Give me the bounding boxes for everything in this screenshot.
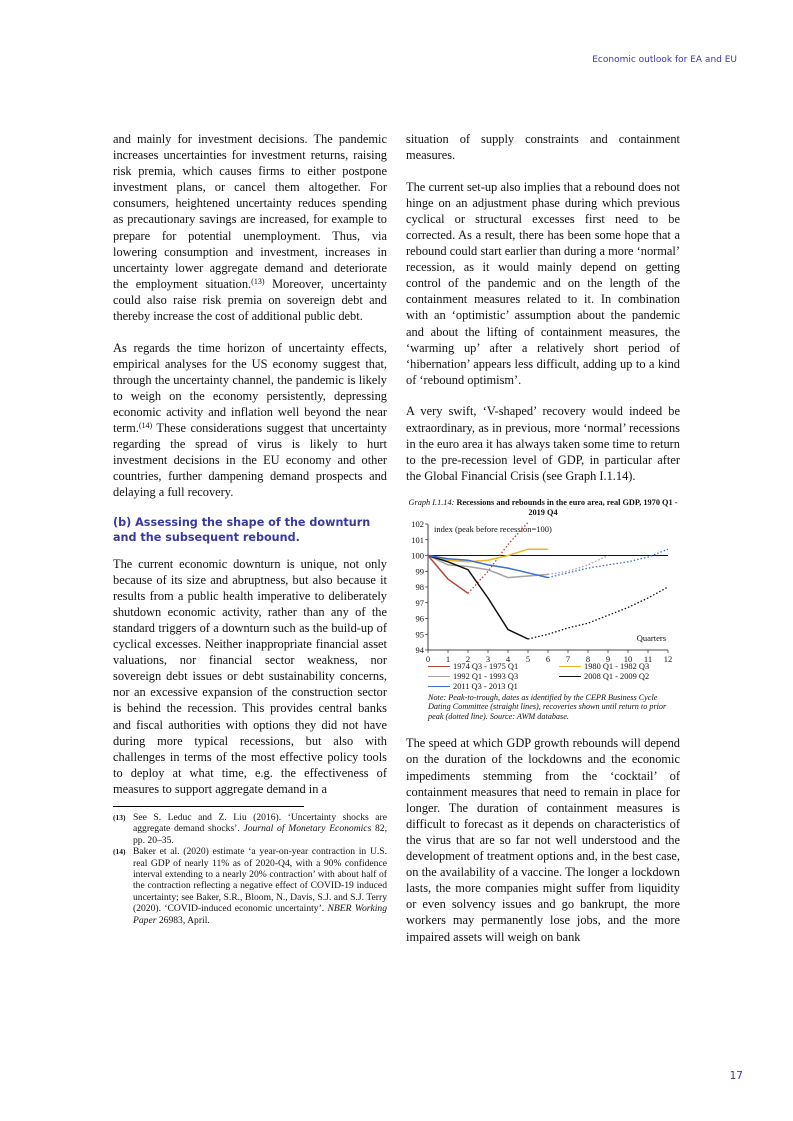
footnote-divider — [113, 806, 304, 807]
left-column — [113, 131, 387, 926]
x-tick-label: 11 — [643, 653, 653, 662]
x-tick-label: 1 — [445, 653, 451, 662]
footnote-journal: Journal of Monetary Economics — [243, 823, 372, 835]
paragraph: A very swift, ‘V-shaped’ recovery would indeed be extraordinary, as in previous, more ‘normal’ recessions in the euro area it has always taken some time to return to the pre-recession level of GDP, in particular after the Global Financial Crisis (see Graph I.1.14). — [406, 404, 680, 483]
paragraph — [113, 340, 387, 501]
y-tick-label: 95 — [415, 629, 424, 640]
footnote-ref[interactable]: (13) — [251, 276, 265, 286]
gdp-recession-chart — [406, 520, 680, 662]
legend-item — [559, 662, 680, 672]
footnote-text: 26983, April. — [156, 914, 210, 926]
x-tick-label: 6 — [545, 653, 551, 662]
x-tick-label: 5 — [525, 653, 531, 662]
y-tick-label: 102 — [411, 519, 424, 529]
graph-label: Graph I.1.14: — [408, 497, 455, 507]
footnote-text: 82, pp. 20–35. — [133, 823, 387, 846]
paragraph — [113, 131, 387, 324]
paragraph: situation of supply constraints and containment measures. — [406, 132, 680, 163]
series-line-peak-to-trough — [428, 555, 548, 577]
chart-note: Note: Peak-to-trough, dates as identified by the CEPR Business Cycle Dating Committee (straight lines), recoveries shown until return to prior peak (dotted line). Source: AWM database. — [428, 692, 667, 721]
paragraph-text: and mainly for investment decisions. The pandemic increases uncertainties for investment returns, raising risk premia, which causes firms to either postpone investment plans, or cancel them altogether. For consumers, heightened uncertainty reduces spending as precautionary savings are increased, for example to prepare for potential unemployment. Thus, via lowering consumption and investment, increases in uncertainty lower aggregate demand and deteriorate the employment situation. — [113, 132, 387, 291]
paragraph-text: Moreover, uncertainty could also raise risk premia on sovereign debt and thereby increase the cost of additional public debt. — [113, 276, 387, 324]
x-tick-label: 3 — [485, 653, 491, 662]
legend-label: 1974 Q3 - 1975 Q1 — [453, 661, 519, 671]
x-tick-label: 9 — [605, 653, 611, 662]
footnote-number: (14) — [113, 847, 126, 857]
series-line-recovery — [548, 549, 668, 577]
x-tick-label: 12 — [663, 653, 673, 662]
footnote-journal: NBER Working Paper — [133, 903, 387, 926]
page-number: 17 — [729, 1070, 743, 1082]
x-tick-label: 0 — [425, 653, 431, 662]
running-header: Economic outlook for EA and EU — [592, 55, 737, 65]
right-column — [406, 131, 680, 945]
legend-label: 1980 Q1 - 1982 Q3 — [584, 661, 650, 671]
y-tick-label: 97 — [415, 597, 424, 608]
y-tick-label: 101 — [411, 534, 424, 545]
footnote — [113, 812, 387, 846]
x-tick-label: 7 — [565, 653, 571, 662]
legend-swatch — [559, 666, 581, 667]
footnote-text: See S. Leduc and Z. Liu (2016). ‘Uncertainty shocks are aggregate demand shocks’. — [133, 811, 387, 835]
legend-label: 2011 Q3 - 2013 Q1 — [453, 681, 518, 691]
y-tick-label: 100 — [411, 550, 424, 561]
legend-swatch — [428, 686, 450, 687]
graph-title-text: Recessions and rebounds in the euro area, real GDP, 1970 Q1 - 2019 Q4 — [456, 497, 678, 517]
footnote-text: Baker et al. (2020) estimate ‘a year-on-year contraction in U.S. real GDP of nearly 11% as of 2020-Q4, with a 90% confidence interval extending to a nearly 20% contraction’ with about half of the contraction reflecting a negative effect of COVID-19 induced uncertainty; see Baker, S.R., Bloom, N., Davis, S.J. and S.J. Terry (2020). ‘COVID-induced economic uncertainty’. — [133, 846, 387, 915]
paragraph: The speed at which GDP growth rebounds will depend on the duration of the lockdowns and the economic impediments stemming from the ‘cocktail’ of containment measures that need to remain in place for longer. The duration of containment measures is difficult to forecast as it depends on characteristics of the virus that are so far not well understood and the development of treatment options and, in the best case, on the availability of a vaccine. The longer a lockdown lasts, the more companies might suffer from liquidity or even solvency issues and go bankrupt, the more workers may permanently lose jobs, and the more impaired assets will weigh on bank — [406, 736, 680, 944]
footnote — [113, 846, 387, 926]
paragraph-text: As regards the time horizon of uncertainty effects, empirical analyses for the US economy suggest that, through the uncertainty channel, the pandemic is likely to weigh on the economy persistently, depressing economic activity and inflation well beyond the near term. — [113, 340, 387, 436]
legend-item — [559, 672, 680, 682]
legend-swatch — [428, 676, 450, 677]
paragraph-text: These considerations suggest that uncertainty regarding the spread of virus is likely to hurt investment decisions in the EU economy and other countries, further dampening demand prospects and delaying a full recovery. — [113, 421, 387, 500]
y-tick-label: 96 — [415, 613, 424, 624]
footnote-ref[interactable]: (14) — [138, 421, 153, 431]
section-heading: (b) Assessing the shape of the downturn and the subsequent rebound. — [113, 515, 371, 545]
legend-swatch — [428, 666, 450, 667]
y-axis-label: index (peak before recession=100) — [434, 523, 552, 534]
legend-label: 1992 Q1 - 1993 Q3 — [453, 671, 519, 681]
legend-item — [428, 682, 549, 692]
x-tick-label: 2 — [465, 653, 471, 662]
x-tick-label: 8 — [585, 653, 591, 662]
x-tick-label: 4 — [505, 653, 511, 662]
legend-label: 2008 Q1 - 2009 Q2 — [584, 671, 650, 681]
series-line-recovery — [548, 555, 608, 574]
x-tick-label: 10 — [623, 653, 633, 662]
chart-legend — [406, 662, 680, 692]
legend-item — [428, 672, 549, 682]
footnote-number: (13) — [113, 812, 126, 822]
y-tick-label: 94 — [415, 644, 424, 655]
x-axis-label: Quarters — [636, 632, 666, 643]
y-tick-label: 98 — [415, 581, 424, 592]
y-tick-label: 99 — [415, 566, 424, 577]
paragraph: The current economic downturn is unique, not only because of its size and abruptness, but also because it results from a public health imperative to deliberately shutdown economic activity, rather than any of the standard triggers of a downturn such as the build-up of cyclical excesses. Neither inappropriate financial asset valuations, nor financial sector weakness, nor sovereign debt issues or debt sustainability concerns, nor an excessive expansion of the construction sector is behind the recession. This provides central banks and fiscal authorities with options they did not have during more typical recessions, but also with challenges in terms of the most effective policy tools to deploy at what time, e.g. the effectiveness of measures to support aggregate demand in a — [113, 556, 387, 796]
series-line-recovery — [528, 587, 668, 639]
graph-title — [406, 498, 680, 518]
paragraph: The current set-up also implies that a rebound does not hinge on an adjustment phase during which previous cyclical or structural excesses first need to be corrected. As a result, there has been some hope that a rebound could start earlier than during a more ‘normal’ recession, as it would mainly depend on getting control of the pandemic and on the length of the containment measures related to it. In combination with an ‘optimistic’ assumption about the pandemic and about the lifting of containment measures, the ‘warming up’ after a relatively short period of ‘hibernation’ appears less difficult, adding up to a kind of ‘rebound optimism’. — [406, 179, 680, 387]
legend-swatch — [559, 676, 581, 677]
legend-item — [428, 662, 549, 672]
